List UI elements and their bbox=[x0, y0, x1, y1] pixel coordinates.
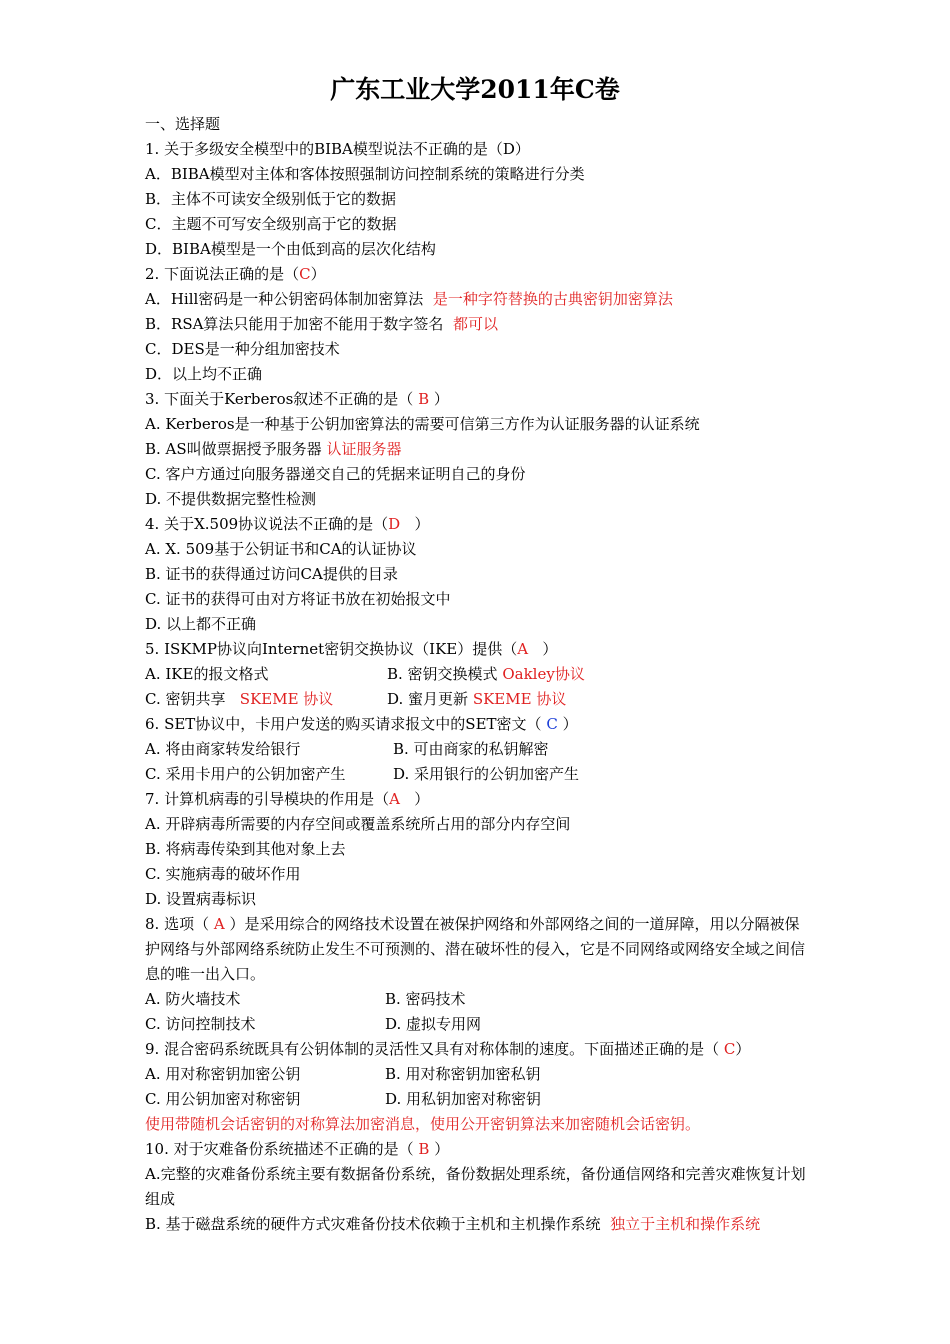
paren: ） bbox=[310, 265, 326, 283]
option bbox=[145, 690, 333, 708]
question-10 bbox=[145, 1137, 810, 1162]
answer: A bbox=[517, 640, 529, 658]
option: D. 设置病毒标识 bbox=[145, 890, 257, 908]
option: A．BIBA模型对主体和客体按照强制访问控制系统的策略进行分类 bbox=[145, 165, 585, 183]
page-title: 广东工业大学2011年C卷 bbox=[330, 75, 620, 104]
correction-note: SKEME 协议 bbox=[239, 690, 334, 708]
option: A. 防火墙技术 bbox=[145, 990, 241, 1008]
option: C．DES是一种分组加密技术 bbox=[145, 340, 340, 358]
option-row bbox=[145, 1012, 810, 1037]
option-text: B. AS叫做票据授予服务器 bbox=[145, 440, 322, 458]
option: A. IKE的报文格式 bbox=[145, 665, 269, 683]
question-stem: 8. 选项（ bbox=[145, 915, 210, 933]
paren: ） bbox=[542, 640, 558, 658]
option bbox=[145, 287, 810, 312]
option: D. 虚拟专用网 bbox=[385, 1015, 482, 1033]
option-row bbox=[145, 1062, 810, 1087]
option: A. X. 509基于公钥证书和CA的认证协议 bbox=[145, 540, 417, 558]
option-text: B．RSA算法只能用于加密不能用于数字签名 bbox=[145, 315, 444, 333]
question-stem: 5. ISKMP协议向Internet密钥交换协议（IKE）提供（ bbox=[145, 640, 518, 658]
option: D．以上均不正确 bbox=[145, 365, 263, 383]
question-8 bbox=[145, 912, 810, 987]
option-text: D. 蜜月更新 bbox=[387, 690, 469, 708]
question-4 bbox=[145, 512, 810, 537]
question-1 bbox=[145, 137, 810, 162]
option: C. 证书的获得可由对方将证书放在初始报文中 bbox=[145, 590, 451, 608]
option: A. 开辟病毒所需要的内存空间或覆盖系统所占用的部分内存空间 bbox=[145, 815, 571, 833]
question-stem: 10. 对于灾难备份系统描述不正确的是（ bbox=[145, 1140, 414, 1158]
option-row bbox=[145, 1087, 810, 1112]
correction-note: 独立于主机和操作系统 bbox=[610, 1215, 761, 1233]
answer: D bbox=[388, 515, 401, 533]
paren: ） bbox=[735, 1040, 751, 1058]
correction-note: Oakley协议 bbox=[502, 665, 585, 683]
question-2 bbox=[145, 262, 810, 287]
option: D. 用私钥加密对称密钥 bbox=[385, 1090, 542, 1108]
question-3 bbox=[145, 387, 810, 412]
option-text: C. 密钥共享 bbox=[145, 690, 226, 708]
option: A. 用对称密钥加密公钥 bbox=[145, 1065, 301, 1083]
option-row bbox=[145, 737, 810, 762]
option: B. 密码技术 bbox=[385, 990, 466, 1008]
paren: ） bbox=[434, 1140, 450, 1158]
question-stem: 7. 计算机病毒的引导模块的作用是（ bbox=[145, 790, 390, 808]
exam-body bbox=[145, 112, 810, 1237]
option: B．主体不可读安全级别低于它的数据 bbox=[145, 190, 397, 208]
option bbox=[145, 312, 810, 337]
option-text: A．Hill密码是一种公钥密码体制加密算法 bbox=[145, 290, 424, 308]
option: D. 以上都不正确 bbox=[145, 615, 257, 633]
option: C. 实施病毒的破坏作用 bbox=[145, 865, 301, 883]
option-text: B. 基于磁盘系统的硬件方式灾难备份技术依赖于主机和主机操作系统 bbox=[145, 1215, 601, 1233]
correction-note: 都可以 bbox=[452, 315, 498, 333]
correction-note: SKEME 协议 bbox=[472, 690, 567, 708]
option bbox=[387, 687, 566, 712]
option-row bbox=[145, 662, 810, 687]
question-stem: 3. 下面关于Kerberos叙述不正确的是（ bbox=[145, 390, 414, 408]
option bbox=[145, 1212, 810, 1237]
option bbox=[145, 437, 810, 462]
paren: ） bbox=[414, 790, 430, 808]
section-heading: 一、选择题 bbox=[145, 115, 221, 133]
paren: ） bbox=[414, 515, 430, 533]
question-5 bbox=[145, 637, 810, 662]
answer: C bbox=[546, 715, 558, 733]
option: A. Kerberos是一种基于公钥加密算法的需要可信第三方作为认证服务器的认证系统 bbox=[145, 415, 700, 433]
option-row bbox=[145, 687, 810, 712]
question-stem: 6. SET协议中，卡用户发送的购买请求报文中的SET密文（ bbox=[145, 715, 542, 733]
option: B. 证书的获得通过访问CA提供的目录 bbox=[145, 565, 398, 583]
option: B. 用对称密钥加密私钥 bbox=[385, 1065, 541, 1083]
option: A.完整的灾难备份系统主要有数据备份系统，备份数据处理系统，备份通信网络和完善灾难恢复计划组成 bbox=[145, 1165, 806, 1208]
option: D. 采用银行的公钥加密产生 bbox=[393, 765, 580, 783]
answer: B bbox=[418, 1140, 430, 1158]
answer: B bbox=[418, 390, 430, 408]
option: B. 将病毒传染到其他对象上去 bbox=[145, 840, 346, 858]
option-text: B. 密钥交换模式 bbox=[387, 665, 498, 683]
question-stem: 4. 关于X.509协议说法不正确的是（ bbox=[145, 515, 389, 533]
question-stem: 9. 混合密码系统既具有公钥体制的灵活性又具有对称体制的速度。下面描述正确的是（ bbox=[145, 1040, 720, 1058]
question-9 bbox=[145, 1037, 810, 1062]
question-stem: 1. 关于多级安全模型中的BIBA模型说法不正确的是（ bbox=[145, 140, 503, 158]
question-6 bbox=[145, 712, 810, 737]
option: C．主题不可写安全级别高于它的数据 bbox=[145, 215, 397, 233]
option bbox=[387, 662, 585, 687]
answer: A bbox=[213, 915, 225, 933]
question-7 bbox=[145, 787, 810, 812]
answer: C bbox=[723, 1040, 736, 1058]
answer: A bbox=[389, 790, 400, 808]
option: A. 将由商家转发给银行 bbox=[145, 740, 301, 758]
paren: ） bbox=[514, 140, 530, 158]
answer-explanation: 使用带随机会话密钥的对称算法加密消息，使用公开密钥算法来加密随机会话密钥。 bbox=[145, 1115, 701, 1133]
option: D. 不提供数据完整性检测 bbox=[145, 490, 317, 508]
question-stem: 2. 下面说法正确的是（ bbox=[145, 265, 300, 283]
paren: ） bbox=[562, 715, 578, 733]
option: C. 用公钥加密对称密钥 bbox=[145, 1090, 301, 1108]
paren: ） bbox=[433, 390, 449, 408]
question-stem-cont: ）是采用综合的网络技术设置在被保护网络和外部网络之间的一道屏障，用以分隔被保护网络与外部网络系统防止发生不可预测的、潜在破坏性的侵入，它是不同网络或网络安全域之间信息的唯一出入口。 bbox=[145, 915, 806, 983]
correction-note: 是一种字符替换的古典密钥加密算法 bbox=[432, 290, 673, 308]
option: C. 访问控制技术 bbox=[145, 1015, 256, 1033]
answer: D bbox=[502, 140, 515, 158]
option: B. 可由商家的私钥解密 bbox=[393, 740, 549, 758]
correction-note: 认证服务器 bbox=[326, 440, 402, 458]
option: D．BIBA模型是一个由低到高的层次化结构 bbox=[145, 240, 436, 258]
option-row bbox=[145, 762, 810, 787]
option: C. 采用卡用户的公钥加密产生 bbox=[145, 765, 346, 783]
option: C. 客户方通过向服务器递交自己的凭据来证明自己的身份 bbox=[145, 465, 526, 483]
option-row bbox=[145, 987, 810, 1012]
answer: C bbox=[299, 265, 311, 283]
